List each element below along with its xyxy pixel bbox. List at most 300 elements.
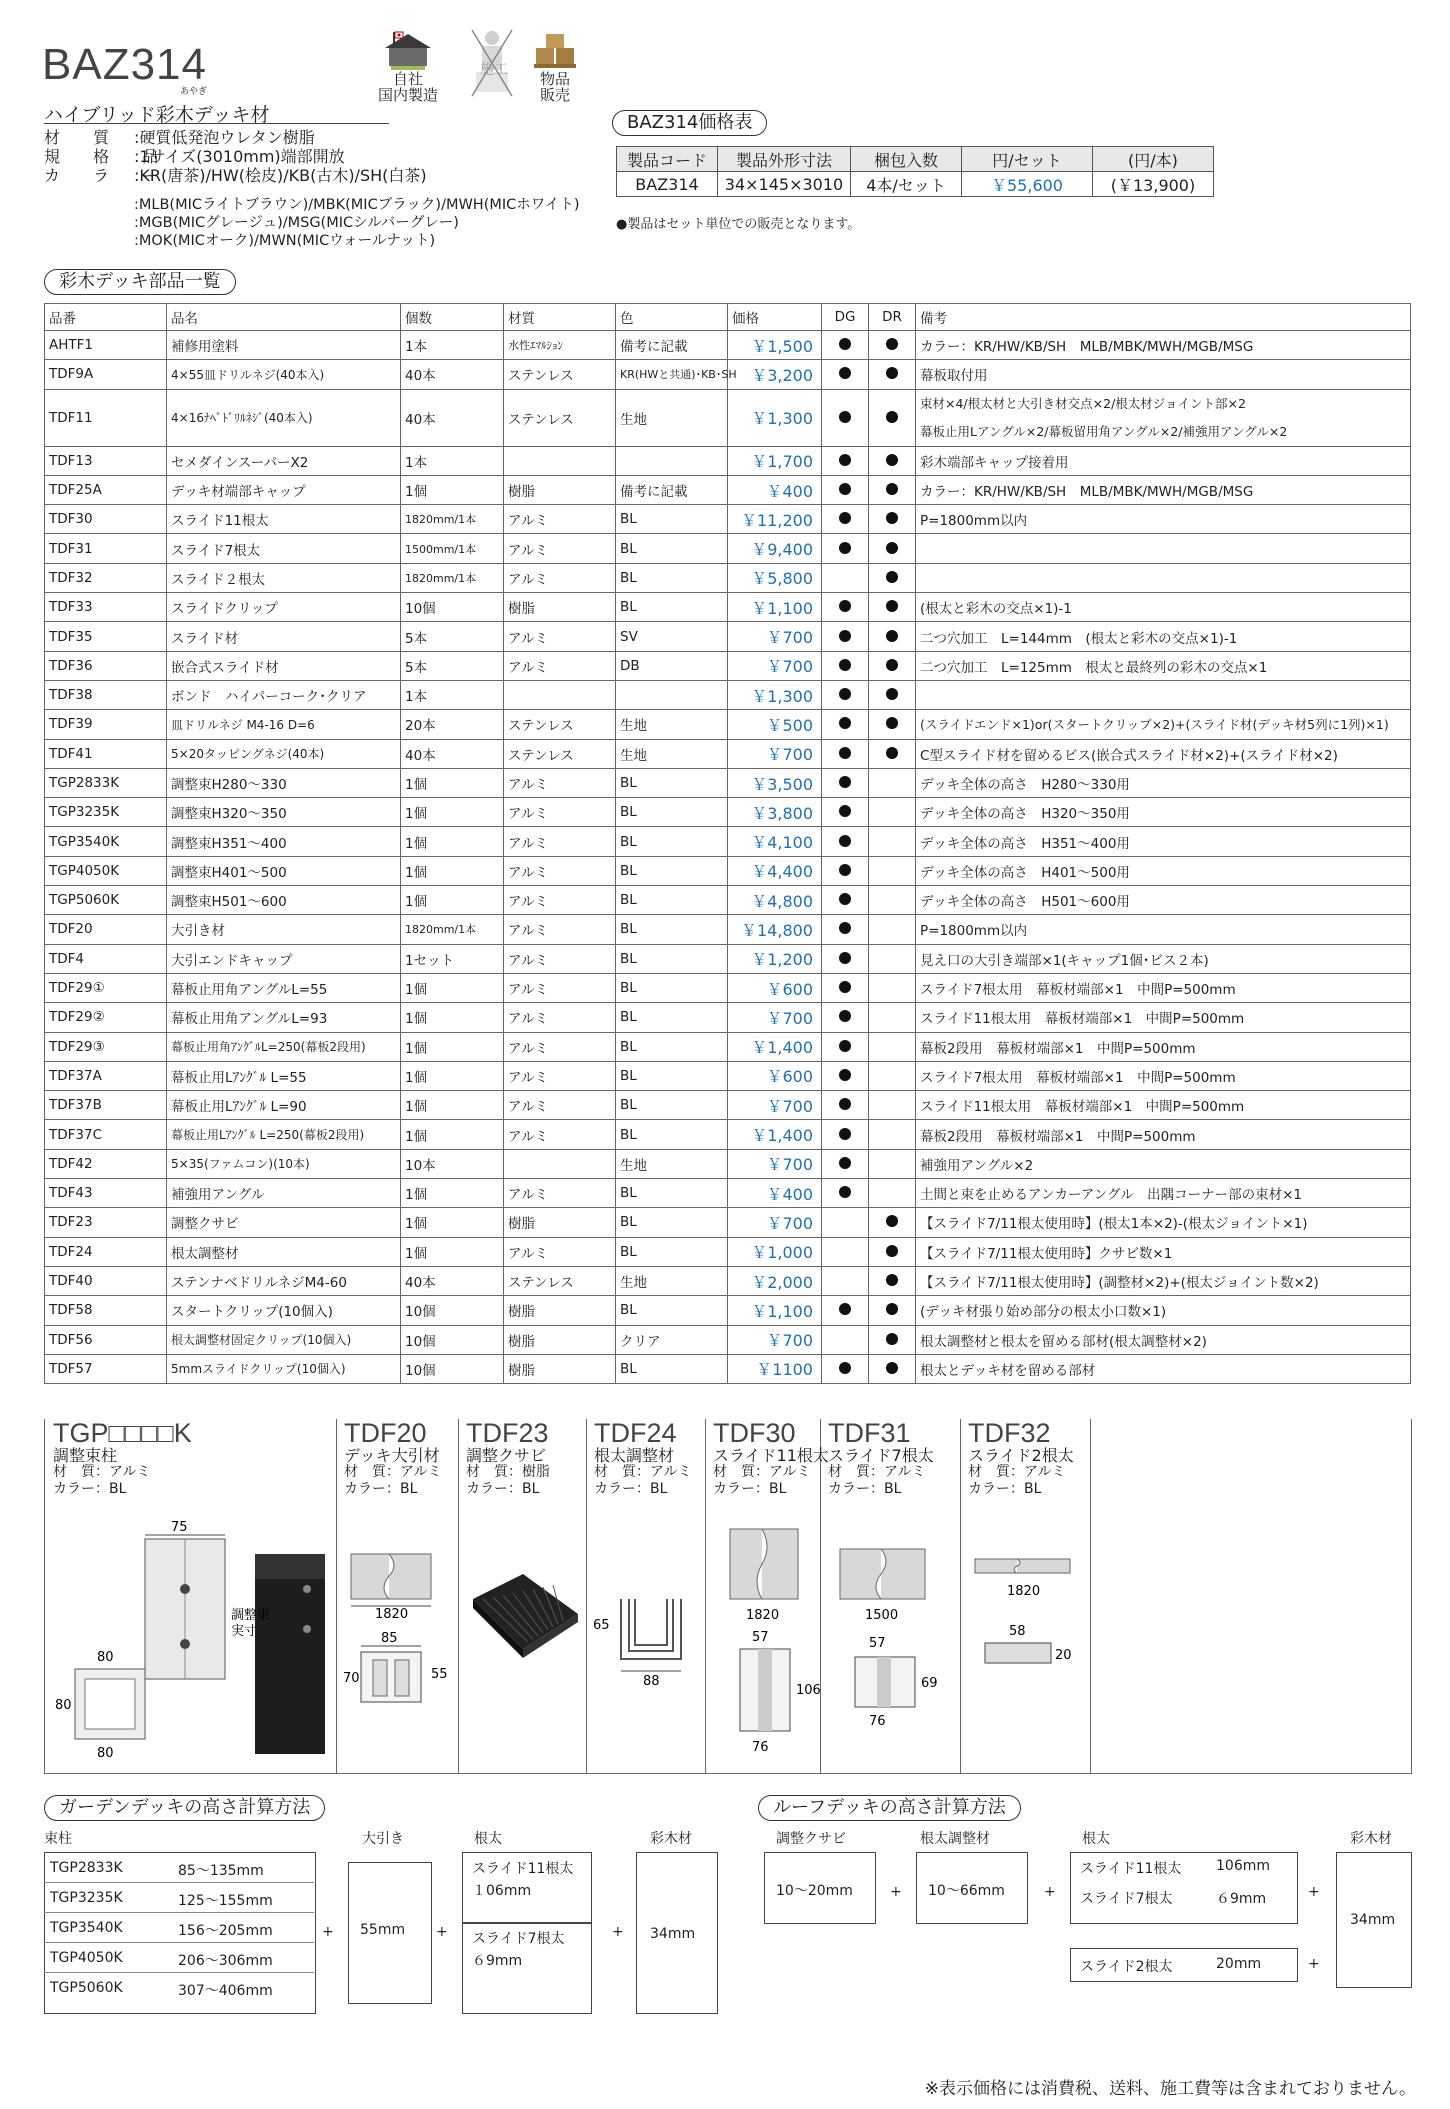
parts-cell: スライド11根太用 幕板材端部×1 中間P=500mm [916,1091,1411,1120]
table-row [45,389,1411,446]
parts-cell: 1個 [401,1179,504,1208]
parts-cell: BL [616,505,728,534]
product-code: TDF30 [713,1418,796,1448]
parts-cell: 大引エンドキャップ [167,944,401,973]
parts-cell: 二つ穴加工 L=125mm 根太と最終列の彩木の交点×1 [916,651,1411,680]
neda-name: スライド11根太 [1080,1861,1182,1877]
parts-cell: 4×55皿ドリルネジ(40本入) [167,360,401,389]
plus-sign: + [1308,1956,1320,1972]
parts-cell [869,710,916,739]
parts-cell: BL [616,915,728,944]
parts-cell: アルミ [504,1003,616,1032]
parts-cell: ￥1,400 [728,1120,822,1149]
parts-cell: 20本 [401,710,504,739]
available-dot-icon [839,922,851,934]
parts-cell: ￥4,800 [728,886,822,915]
product-color: カラー：BL [594,1481,668,1497]
parts-cell: 幕板止用Lｱﾝｸﾞﾙ L=250(幕板2段用) [167,1120,401,1149]
saiki-value: 34mm [650,1926,696,1942]
parts-cell: ￥11,200 [728,505,822,534]
parts-cell [869,944,916,973]
parts-cell: アルミ [504,1032,616,1061]
garden-post-code: TGP2833K [50,1860,123,1876]
neda-name: スライド7根太 [1080,1891,1173,1907]
neda-value: ６9mm [1216,1891,1267,1907]
price-header: 製品コード [617,147,718,172]
footnote: ※表示価格には消費税、送料、施工費等は含まれておりません。 [924,2079,1416,2099]
table-row [45,1266,1411,1295]
parts-cell: 幕板止用Lｱﾝｸﾞﾙ L=55 [167,1061,401,1090]
parts-cell [869,1266,916,1295]
parts-cell: 10本 [401,1149,504,1178]
parts-cell: ￥3,200 [728,360,822,389]
parts-cell: 5×20タッピングネジ(40本) [167,739,401,768]
available-dot-icon [839,1303,851,1315]
parts-cell: BL [616,1032,728,1061]
parts-cell: BL [616,886,728,915]
parts-cell [869,1032,916,1061]
product-caption [968,1419,1074,1498]
parts-cell: ￥700 [728,651,822,680]
garden-col-head: 彩木材 [650,1831,692,1847]
garden-post-code: TGP4050K [50,1950,123,1966]
parts-cell: 調整クサビ [167,1208,401,1237]
parts-cell: 幕板止用角アングルL=55 [167,973,401,1002]
parts-cell: BL [616,768,728,797]
parts-cell [822,680,869,709]
row-divider [44,1942,314,1943]
price-table-title: BAZ314価格表 [612,110,767,136]
roof-col-head: 根太 [1082,1831,1110,1847]
parts-cell [869,563,916,592]
svg-text:20: 20 [1055,1648,1072,1663]
parts-cell [869,1091,916,1120]
parts-cell: アルミ [504,768,616,797]
parts-header: 材質 [504,304,616,331]
parts-cell [822,1149,869,1178]
available-dot-icon [839,367,851,379]
parts-cell [869,1208,916,1237]
product-material: 材 質：アルミ [713,1464,811,1480]
price-header: 円/セット [962,147,1093,172]
available-dot-icon [886,659,898,671]
garden-col-head: 根太 [474,1831,502,1847]
parts-cell: TDF20 [45,915,167,944]
available-dot-icon [886,483,898,495]
product-caption [594,1419,691,1498]
table-row [45,1061,1411,1090]
parts-cell: 樹脂 [504,475,616,504]
parts-cell: ￥700 [728,622,822,651]
parts-cell: ￥4,100 [728,827,822,856]
parts-cell: P=1800mm以内 [916,915,1411,944]
parts-cell [916,534,1411,563]
parts-cell [869,389,916,446]
parts-cell: 40本 [401,360,504,389]
spec-key: 規 格 品 [44,147,173,166]
parts-cell: BL [616,827,728,856]
available-dot-icon [839,776,851,788]
parts-cell [869,651,916,680]
parts-cell [822,944,869,973]
parts-cell: TDF56 [45,1325,167,1354]
parts-cell [869,1149,916,1178]
available-dot-icon [886,1274,898,1286]
parts-cell [822,1032,869,1061]
roof-col-head: 彩木材 [1350,1831,1392,1847]
price-header: 梱包入数 [851,147,962,172]
available-dot-icon [839,1157,851,1169]
product-material: 材 質：アルミ [828,1464,926,1480]
parts-cell: KR(HWと共通)･KB･SH [616,360,728,389]
parts-cell: 1個 [401,768,504,797]
available-dot-icon [886,411,898,423]
parts-cell: ￥500 [728,710,822,739]
parts-header: DR [869,304,916,331]
parts-cell: アルミ [504,1061,616,1090]
parts-cell: セメダインスーパーX2 [167,446,401,475]
goods-sale-icon [530,28,580,103]
parts-cell: TGP3235K [45,798,167,827]
parts-cell [822,505,869,534]
parts-cell: 1820mm/1本 [401,563,504,592]
svg-text:80: 80 [97,1650,114,1665]
parts-cell: 調整束H351～400 [167,827,401,856]
parts-cell: 1本 [401,680,504,709]
parts-cell [616,680,728,709]
plus-sign: + [436,1924,448,1940]
parts-cell: BL [616,1120,728,1149]
parts-cell: カラー：KR/HW/KB/SH MLB/MBK/MWH/MGB/MSG [916,331,1411,360]
available-dot-icon [839,542,851,554]
parts-cell: 補強用アングル [167,1179,401,1208]
garden-col-head: 束柱 [44,1831,72,1847]
table-row [45,1296,1411,1325]
parts-cell: ステンレス [504,710,616,739]
parts-cell: BL [616,973,728,1002]
parts-cell: 生地 [616,1149,728,1178]
available-dot-icon [886,1362,898,1374]
parts-cell: 【スライド7/11根太使用時】クサビ数×1 [916,1237,1411,1266]
parts-cell: 1個 [401,827,504,856]
product-code: TDF24 [594,1418,677,1448]
parts-cell [869,768,916,797]
row-divider [44,1972,314,1973]
parts-cell: ￥1,500 [728,331,822,360]
available-dot-icon [886,717,898,729]
parts-cell: 生地 [616,739,728,768]
parts-cell: BL [616,856,728,885]
garden-calc-title: ガーデンデッキの高さ計算方法 [44,1795,325,1821]
parts-cell: 10個 [401,593,504,622]
product-material: 材 質：アルミ [968,1464,1066,1480]
parts-cell: アルミ [504,827,616,856]
parts-cell: 1本 [401,331,504,360]
parts-cell: 幕板取付用 [916,360,1411,389]
parts-cell: アルミ [504,563,616,592]
product-code: TDF23 [466,1418,549,1448]
parts-table [44,303,1411,1384]
parts-cell: TDF41 [45,739,167,768]
neda-name: スライド11根太 [472,1861,574,1877]
parts-cell [822,739,869,768]
available-dot-icon [839,835,851,847]
parts-cell: TDF4 [45,944,167,973]
parts-cell: 10個 [401,1354,504,1383]
product-drawings-panel [44,1419,1412,1774]
parts-cell: TGP3540K [45,827,167,856]
table-row [45,1120,1411,1149]
column-divider [705,1419,706,1773]
svg-text:80: 80 [97,1746,114,1761]
parts-cell: AHTF1 [45,331,167,360]
parts-cell: 5×35(ファムコン)(10本) [167,1149,401,1178]
parts-cell: BL [616,1354,728,1383]
parts-cell: DB [616,651,728,680]
table-row [45,1237,1411,1266]
parts-cell [822,534,869,563]
parts-cell: スライド11根太 [167,505,401,534]
parts-cell: 見え口の大引き端部×1(キャップ1個･ビス２本) [916,944,1411,973]
price-cell: (￥13,900) [1093,172,1214,197]
parts-cell: BL [616,1296,728,1325]
parts-header: DG [822,304,869,331]
parts-cell: TDF11 [45,389,167,446]
parts-cell: ￥1,000 [728,1237,822,1266]
made-in-japan-icon [378,28,438,103]
parts-cell: 生地 [616,1266,728,1295]
garden-post-range: 125～155mm [178,1893,273,1909]
table-row [45,710,1411,739]
product-code: TDF32 [968,1418,1051,1448]
svg-text:調整束: 調整束 [231,1608,271,1623]
garden-post-code: TGP3235K [50,1890,123,1906]
parts-cell: (デッキ材張り始め部分の根太小口数×1) [916,1296,1411,1325]
svg-text:85: 85 [381,1631,398,1646]
tdf23-photo [463,1554,583,1668]
parts-cell: 1個 [401,798,504,827]
garden-col-head: 大引き [362,1831,404,1847]
parts-cell: スライド材 [167,622,401,651]
product-color: カラー：BL [828,1481,902,1497]
parts-cell [869,798,916,827]
parts-cell [822,446,869,475]
neda-name: スライド2根太 [1080,1959,1173,1975]
roof-col-head: 調整クサビ [776,1831,846,1847]
table-row [45,446,1411,475]
parts-cell [822,768,869,797]
column-divider [458,1419,459,1773]
price-table [616,146,1214,197]
product-name: スライド11根太 [713,1446,829,1465]
parts-cell: ￥600 [728,1061,822,1090]
product-material: 材 質：樹脂 [466,1464,550,1480]
parts-cell: TDF37B [45,1091,167,1120]
parts-cell [869,1003,916,1032]
table-row [45,1149,1411,1178]
parts-cell: 幕板2段用 幕板材端部×1 中間P=500mm [916,1120,1411,1149]
parts-cell: 備考に記載 [616,331,728,360]
roof-calc-title: ルーフデッキの高さ計算方法 [758,1795,1021,1821]
parts-cell: BL [616,1091,728,1120]
parts-cell [869,680,916,709]
parts-cell: ￥1,100 [728,1296,822,1325]
product-caption [713,1419,829,1498]
table-row [45,915,1411,944]
parts-cell: 幕板止用Lｱﾝｸﾞﾙ L=90 [167,1091,401,1120]
price-cell: 34×145×3010 [718,172,851,197]
parts-cell: C型スライド材を留めるビス(嵌合式スライド材×2)+(スライド材×2) [916,739,1411,768]
parts-cell: アルミ [504,1237,616,1266]
svg-text:58: 58 [1009,1624,1026,1639]
spec-row [44,167,427,185]
price-cell: 4本/セット [851,172,962,197]
parts-cell: 1個 [401,1003,504,1032]
parts-cell [822,915,869,944]
parts-cell [822,886,869,915]
table-row [45,886,1411,915]
parts-cell: 水性ｴﾏﾙｼｮﾝ [504,331,616,360]
parts-cell [822,1179,869,1208]
product-name: 調整クサビ [466,1446,547,1465]
plus-sign: + [612,1924,624,1940]
parts-cell [504,680,616,709]
spec-color-cont: :MLB(MICライトブラウン)/MBK(MICブラック)/MWH(MICホワイト) [134,197,580,213]
parts-cell: BL [616,563,728,592]
garden-post-code: TGP5060K [50,1980,123,1996]
available-dot-icon [839,659,851,671]
product-material: 材 質：アルミ [344,1464,442,1480]
svg-text:1820: 1820 [375,1607,409,1622]
parts-cell: ステンレス [504,389,616,446]
column-divider [586,1419,587,1773]
parts-cell: 調整束H320～350 [167,798,401,827]
title-underline [44,123,389,124]
svg-text:88: 88 [643,1674,660,1689]
parts-cell: ￥700 [728,739,822,768]
furigana: あやぎ [180,87,208,97]
garden-post-range: 206～306mm [178,1953,273,1969]
parts-cell: スライド２根太 [167,563,401,592]
parts-cell: デッキ全体の高さ H351～400用 [916,827,1411,856]
parts-cell [822,1354,869,1383]
parts-cell [822,973,869,1002]
parts-cell: ボンド ハイパーコーク･クリア [167,680,401,709]
parts-cell: TDF42 [45,1149,167,1178]
parts-cell: 1500mm/1本 [401,534,504,563]
parts-cell [504,1149,616,1178]
parts-cell: アルミ [504,534,616,563]
available-dot-icon [886,571,898,583]
parts-cell: ￥700 [728,1325,822,1354]
garden-post-range: 156～205mm [178,1923,273,1939]
parts-cell: 彩木端部キャップ接着用 [916,446,1411,475]
tdf24-drawing [591,1589,701,1713]
parts-cell [822,563,869,592]
product-subtitle: ハイブリッド彩木デッキ材 [44,104,270,126]
parts-cell: 1820mm/1本 [401,505,504,534]
spec-color-cont: :MGB(MICグレージュ)/MSG(MICシルバーグレー) [134,215,459,231]
parts-cell: スライドクリップ [167,593,401,622]
available-dot-icon [886,1303,898,1315]
parts-cell [822,1120,869,1149]
parts-cell: ￥700 [728,1091,822,1120]
column-divider [960,1419,961,1773]
parts-cell: アルミ [504,886,616,915]
parts-cell: 補修用塗料 [167,331,401,360]
parts-cell: TDF32 [45,563,167,592]
spec-value: :硬質低発泡ウレタン樹脂 [134,128,315,147]
roof-value: 10～66mm [928,1883,1005,1899]
parts-cell: ￥1,700 [728,446,822,475]
parts-cell: 1個 [401,1032,504,1061]
available-dot-icon [886,542,898,554]
parts-cell: 土間と束を止めるアンカーアングル 出隅コーナー部の束材×1 [916,1179,1411,1208]
product-code: TDF20 [344,1418,427,1448]
parts-cell: TDF9A [45,360,167,389]
parts-cell: TDF37A [45,1061,167,1090]
parts-cell [822,331,869,360]
parts-cell [869,475,916,504]
table-row [45,680,1411,709]
parts-cell: ￥1,100 [728,593,822,622]
product-name: スライド7根太 [828,1446,934,1465]
available-dot-icon [886,367,898,379]
parts-header: 個数 [401,304,504,331]
parts-cell: 幕板2段用 幕板材端部×1 中間P=500mm [916,1032,1411,1061]
available-dot-icon [839,1362,851,1374]
spec-key: 材 質 [44,128,124,147]
parts-cell: 生地 [616,710,728,739]
roof-col-head: 根太調整材 [920,1831,990,1847]
product-name: 根太調整材 [594,1446,675,1465]
parts-cell: 40本 [401,389,504,446]
parts-cell [869,915,916,944]
parts-cell [869,886,916,915]
parts-cell: スライド7根太用 幕板材端部×1 中間P=500mm [916,1061,1411,1090]
svg-text:57: 57 [869,1636,886,1651]
table-row [45,944,1411,973]
parts-cell: スライド7根太 [167,534,401,563]
available-dot-icon [886,747,898,759]
parts-cell: 二つ穴加工 L=144mm (根太と彩木の交点×1)-1 [916,622,1411,651]
table-row [45,973,1411,1002]
parts-cell [869,622,916,651]
parts-cell: ステンレス [504,739,616,768]
parts-cell: ￥400 [728,475,822,504]
parts-cell: TDF38 [45,680,167,709]
parts-cell: BL [616,1061,728,1090]
parts-cell: TDF39 [45,710,167,739]
parts-cell: スライド7根太用 幕板材端部×1 中間P=500mm [916,973,1411,1002]
parts-cell: ステンレス [504,1266,616,1295]
parts-cell: アルミ [504,915,616,944]
svg-text:1820: 1820 [746,1608,780,1623]
parts-cell: 補強用アングル×2 [916,1149,1411,1178]
parts-cell: アルミ [504,944,616,973]
plus-sign: + [890,1884,902,1900]
parts-cell: ￥3,800 [728,798,822,827]
parts-cell [822,1091,869,1120]
product-color: カラー：BL [53,1481,127,1497]
available-dot-icon [886,688,898,700]
parts-cell: 【スライド7/11根太使用時】(根太1本×2)-(根太ジョイント×1) [916,1208,1411,1237]
svg-text:69: 69 [921,1676,938,1691]
product-material: 材 質：アルミ [594,1464,692,1480]
parts-cell: アルミ [504,651,616,680]
ohiki-value: 55mm [360,1922,406,1938]
icon2-label: 施工 [480,62,508,78]
